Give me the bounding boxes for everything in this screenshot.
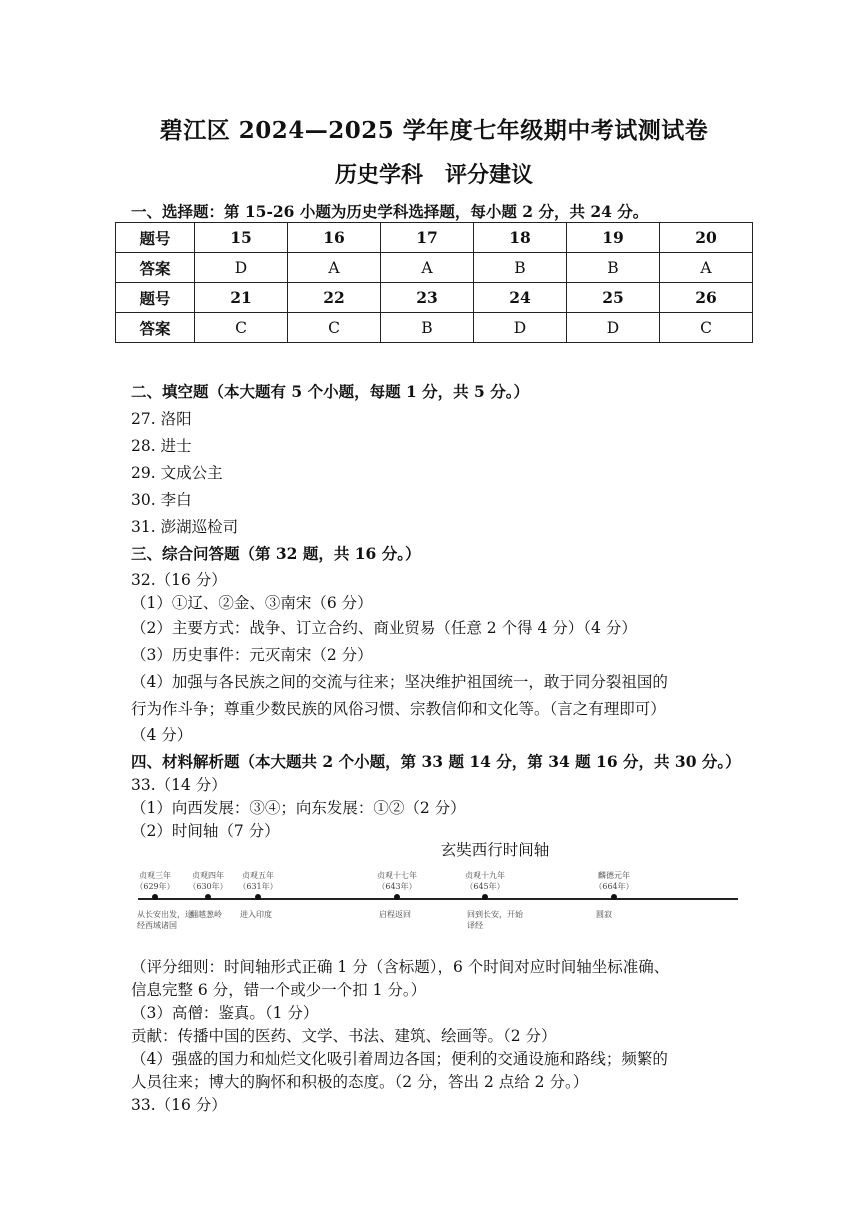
question-number: 23 [381, 283, 474, 313]
exam-subtitle: 历史学科 评分建议 [334, 162, 533, 188]
timeline-year-label: （629年） [135, 882, 175, 891]
table-row [116, 313, 753, 343]
timeline-date [223, 870, 293, 892]
answer-line: （4）强盛的国力和灿烂文化吸引着周边各国；便利的交通设施和路线；频繁的 [131, 1050, 668, 1068]
answer-line: （1）①辽、②金、③南宋（6 分） [131, 594, 373, 612]
answer-line: （评分细则：时间轴形式正确 1 分（含标题），6 个时间对应时间轴坐标准确、 [131, 958, 670, 976]
question-number: 19 [567, 223, 660, 253]
timeline-year-label: （630年） [188, 882, 228, 891]
timeline-point [255, 894, 261, 900]
answer-label: 答案 [116, 313, 195, 343]
answer-line: 信息完整 6 分，错一个或少一个扣 1 分。） [131, 981, 427, 999]
table-row [116, 253, 753, 283]
section4-heading: 四、材料解析题（本大题共 2 个小题，第 33 题 14 分，第 34 题 16 分，共 30 分。） [131, 752, 741, 771]
answer-line: 32.（16 分） [131, 571, 227, 589]
timeline-year-label: （631年） [238, 882, 278, 891]
timeline-point [152, 894, 158, 900]
fill-answer: 27. 洛阳 [131, 410, 192, 428]
timeline-date [450, 870, 520, 892]
timeline-date-label: 贞观五年 [242, 871, 274, 880]
timeline-date-label: 麟德元年 [598, 871, 630, 880]
timeline-event: 启程返回 [379, 910, 411, 919]
answer-cell: C [195, 313, 288, 343]
answer-line: （4 分） [131, 726, 193, 744]
timeline-date-label: 贞观十九年 [465, 871, 505, 880]
timeline-point [482, 894, 488, 900]
answer-line: （4）加强与各民族之间的交流与往来；坚决维护祖国统一，敢于同分裂祖国的 [131, 673, 668, 691]
timeline-date [579, 870, 649, 892]
answer-cell: D [474, 313, 567, 343]
question-number: 22 [288, 283, 381, 313]
answer-cell: A [288, 253, 381, 283]
answer-cell: B [381, 313, 474, 343]
question-number: 24 [474, 283, 567, 313]
timeline-figure [130, 838, 740, 948]
answer-cell: D [567, 313, 660, 343]
question-number: 18 [474, 223, 567, 253]
timeline-date-label: 贞观十七年 [377, 871, 417, 880]
answer-cell: B [567, 253, 660, 283]
timeline-event: 回到长安，开始译经 [467, 910, 523, 930]
question-number-label: 题号 [116, 283, 195, 313]
answer-line: 行为作斗争；尊重少数民族的风俗习惯、宗教信仰和文化等。（言之有理即可） [131, 700, 666, 718]
answer-line: 人员往来；博大的胸怀和积极的态度。（2 分，答出 2 点给 2 分。） [131, 1073, 589, 1091]
answer-line: （2）时间轴（7 分） [131, 822, 280, 840]
timeline-date-label: 贞观四年 [192, 871, 224, 880]
answer-table [115, 222, 753, 343]
answer-cell: C [660, 313, 753, 343]
section1-heading: 一、选择题：第 15-26 小题为历史学科选择题，每小题 2 分，共 24 分。 [131, 202, 649, 221]
timeline-point [205, 894, 211, 900]
timeline-event: 圆寂 [596, 910, 612, 919]
timeline-title: 玄奘西行时间轴 [440, 841, 550, 859]
section2-heading: 二、填空题（本大题有 5 个小题，每题 1 分，共 5 分。） [131, 382, 529, 401]
timeline-axis [138, 898, 738, 900]
section3-heading: 三、综合问答题（第 32 题，共 16 分。） [131, 544, 421, 563]
question-number: 26 [660, 283, 753, 313]
exam-title: 碧江区 2024—2025 学年度七年级期中考试测试卷 [159, 117, 709, 144]
timeline-year-label: （645年） [465, 882, 505, 891]
answer-cell: D [195, 253, 288, 283]
question-number: 25 [567, 283, 660, 313]
fill-answer: 30. 李白 [131, 491, 192, 509]
timeline-year-label: （664年） [594, 882, 634, 891]
answer-cell: A [660, 253, 753, 283]
question-number: 17 [381, 223, 474, 253]
table-row [116, 223, 753, 253]
timeline-point [611, 894, 617, 900]
question-number: 15 [195, 223, 288, 253]
timeline-event: 进入印度 [240, 910, 272, 919]
timeline-event: 翻越葱岭 [190, 910, 222, 919]
table-row [116, 283, 753, 313]
answer-line: 33.（14 分） [131, 776, 227, 794]
answer-cell: A [381, 253, 474, 283]
timeline-date [362, 870, 432, 892]
fill-answer: 31. 澎湖巡检司 [131, 518, 239, 536]
answer-line: （3）历史事件：元灭南宋（2 分） [131, 646, 373, 664]
question-number: 16 [288, 223, 381, 253]
answer-line: （1）向西发展：③④；向东发展：①②（2 分） [131, 799, 466, 817]
answer-line: 33.（16 分） [131, 1096, 227, 1114]
answer-line: （2）主要方式：战争、订立合约、商业贸易（任意 2 个得 4 分）（4 分） [131, 619, 637, 637]
fill-answer: 28. 进士 [131, 437, 192, 455]
question-number-label: 题号 [116, 223, 195, 253]
question-number: 21 [195, 283, 288, 313]
question-number: 20 [660, 223, 753, 253]
answer-line: 贡献：传播中国的医药、文学、书法、建筑、绘画等。（2 分） [131, 1027, 557, 1045]
timeline-point [394, 894, 400, 900]
timeline-year-label: （643年） [377, 882, 417, 891]
timeline-event: 从长安出发，途经西域诸国 [137, 910, 193, 930]
answer-label: 答案 [116, 253, 195, 283]
fill-answer: 29. 文成公主 [131, 464, 223, 482]
answer-cell: C [288, 313, 381, 343]
answer-cell: B [474, 253, 567, 283]
answer-line: （3）高僧：鉴真。（1 分） [131, 1004, 319, 1022]
timeline-date-label: 贞观三年 [139, 871, 171, 880]
